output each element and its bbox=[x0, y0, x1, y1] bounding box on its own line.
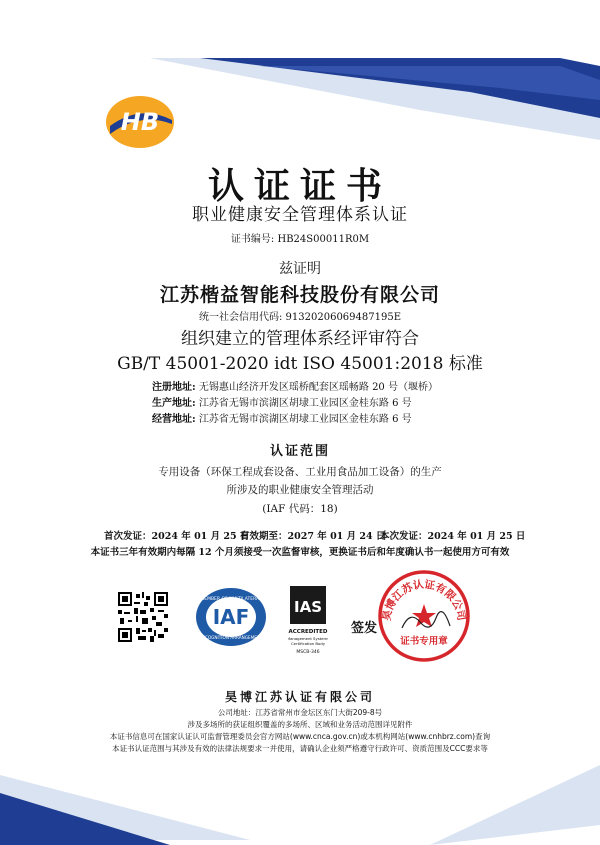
scope-line-1: 专用设备（环保工程成套设备、工业用食品加工设备）的生产 bbox=[158, 466, 442, 478]
svg-text:IAS: IAS bbox=[294, 598, 322, 616]
credit-code-value: 91320206069487195E bbox=[285, 312, 402, 323]
svg-text:Certification Body: Certification Body bbox=[291, 641, 325, 646]
svg-text:MEMBER OF MULTILATERAL: MEMBER OF MULTILATERAL bbox=[200, 597, 262, 602]
conformity-statement: 组织建立的管理体系经评审符合 bbox=[181, 329, 419, 349]
address-label: 经营地址: bbox=[152, 414, 196, 425]
svg-text:证书专用章: 证书专用章 bbox=[400, 636, 448, 647]
hb-logo bbox=[104, 94, 176, 150]
footer-line-3: 本证书认证范围与其涉及有效的法律法规要求一并使用，请确认企业须严格遵守行政许可、资质范围及CCC要求等 bbox=[112, 744, 488, 753]
date-value: 2024 年 01 月 25 日 bbox=[427, 531, 526, 542]
iaf-mark bbox=[194, 586, 268, 648]
certificate-number-value: HB24S00011R0M bbox=[277, 234, 370, 245]
svg-text:ACCREDITED: ACCREDITED bbox=[288, 629, 328, 635]
footer-line-2: 本证书信息可在国家认证认可监督管理委员会官方网站(www.cnca.gov.cn)或本机构网站(www.cnhbrz.com)查询 bbox=[109, 732, 491, 741]
footer-line-1: 涉及多场所的获证组织覆盖的多场所、区域和业务活动范围详见附件 bbox=[187, 720, 413, 729]
date-label: 首次发证： bbox=[104, 531, 152, 542]
first-issue-date bbox=[104, 528, 249, 542]
certificate-number-label: 证书编号: bbox=[230, 234, 275, 245]
qr-code bbox=[118, 592, 168, 642]
svg-text:Management Systems: Management Systems bbox=[288, 636, 328, 641]
certificate-number bbox=[0, 230, 600, 245]
standard-text: GB/T 45001-2020 idt ISO 45001:2018 标准 bbox=[117, 354, 483, 374]
certificate-title: 认证证书 bbox=[207, 165, 392, 207]
issuer-name: 昊博江苏认证有限公司 bbox=[224, 690, 375, 704]
credit-code bbox=[0, 308, 600, 323]
svg-text:HB: HB bbox=[120, 108, 160, 136]
svg-text:RECOGNITION ARRANGEMENT: RECOGNITION ARRANGEMENT bbox=[199, 635, 263, 640]
validity-notice: 本证书三年有效期内每隔 12 个月须接受一次监督审核，更换证书后和年度确认书一起使用方可有效 bbox=[90, 547, 510, 558]
issuer-address: 公司地址：江苏省常州市金坛区东门大街209-8号 bbox=[217, 708, 383, 717]
date-value: 2027 年 01 月 24 日 bbox=[287, 531, 386, 542]
address-registered bbox=[152, 378, 438, 393]
address-value: 江苏省无锡市滨湖区胡埭工业园区金桂东路 6 号 bbox=[198, 414, 412, 425]
address-production bbox=[152, 394, 412, 409]
iaf-code: (IAF 代码：18) bbox=[262, 503, 338, 515]
credit-code-label: 统一社会信用代码: bbox=[198, 312, 283, 323]
company-seal bbox=[376, 568, 472, 664]
ias-accreditation-mark bbox=[288, 586, 328, 664]
date-label: 有效期至： bbox=[240, 531, 288, 542]
address-value: 江苏省无锡市滨湖区胡埭工业园区金桂东路 6 号 bbox=[198, 398, 412, 409]
date-value: 2024 年 01 月 25 日 bbox=[151, 531, 250, 542]
certificate-subtitle: 职业健康安全管理体系认证 bbox=[192, 205, 408, 225]
scope-line-2: 所涉及的职业健康安全管理活动 bbox=[226, 484, 374, 496]
svg-text:昊博江苏认证有限公司: 昊博江苏认证有限公司 bbox=[380, 578, 468, 622]
address-label: 注册地址: bbox=[152, 382, 196, 393]
top-decoration-band bbox=[0, 0, 600, 160]
address-label: 生产地址: bbox=[152, 398, 196, 409]
scope-title: 认证范围 bbox=[269, 444, 330, 459]
current-issue-date bbox=[380, 528, 525, 542]
address-business bbox=[152, 410, 412, 425]
valid-until-date bbox=[240, 528, 385, 542]
svg-text:MSCB-346: MSCB-346 bbox=[296, 650, 320, 655]
company-name: 江苏楷益智能科技股份有限公司 bbox=[159, 284, 440, 306]
hereby-text: 兹证明 bbox=[279, 261, 321, 277]
svg-text:IAF: IAF bbox=[212, 605, 250, 629]
date-label: 本次发证： bbox=[380, 531, 428, 542]
issue-signature-label: 签发 bbox=[351, 621, 378, 636]
address-value: 无锡惠山经济开发区瑶桥配套区瑶畅路 20 号（堰桥） bbox=[198, 382, 438, 393]
